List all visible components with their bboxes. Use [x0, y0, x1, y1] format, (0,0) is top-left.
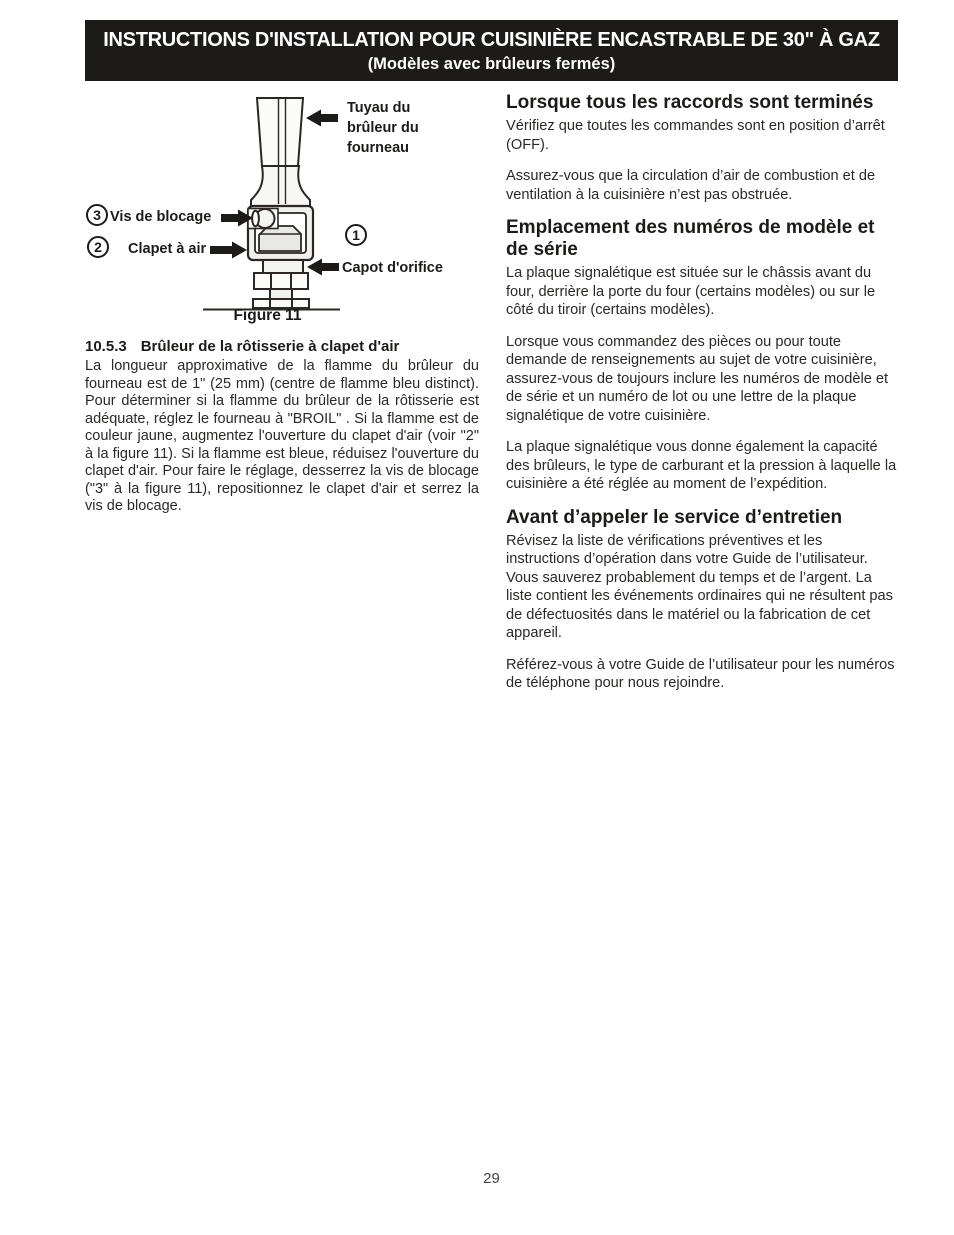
- paragraph: La longueur approximative de la flamme du brûleur du fourneau est de 1" (25 mm) (centre de flamme bleu distinct). Pour déterminer si la flamme du brûleur de la rôtisserie est adéquate, réglez le fourneau à "BROIL" . Si la flamme est de couleur jaune, augmentez l'ouverture du clapet d'air (voir "2" à la figure 11). Si la flamme est bleue, réduisez l'ouverture du clapet d'air. Pour faire le réglage, desserrez la vis de blocage ("3" à la figure 11), repositionnez le clapet d'air et serrez la vis de blocage.: [85, 358, 479, 514]
- section-raccords-termines: [506, 92, 898, 204]
- callout-number-3: 3: [86, 204, 108, 226]
- arrow-orifice-hood: [307, 259, 339, 276]
- callout-number-1: 1: [345, 224, 367, 246]
- callout-number-2: 2: [87, 236, 109, 258]
- header-banner: [85, 20, 898, 81]
- section-heading: Avant d’appeler le service d’entretien: [506, 506, 843, 528]
- left-column: [85, 338, 479, 516]
- label-orifice-hood: Capot d'orifice: [342, 260, 443, 276]
- paragraph: Assurez-vous que la circulation d’air de combustion et de ventilation à la cuisinière n’est pas obstruée.: [506, 168, 876, 203]
- section-heading: Lorsque tous les raccords sont terminés: [506, 92, 874, 113]
- document-subtitle: (Modèles avec brûleurs fermés): [367, 55, 616, 73]
- right-column: [506, 92, 898, 706]
- section-avant-appeler: [506, 507, 898, 693]
- hex-nut-shape: [254, 273, 308, 289]
- section-title: Brûleur de la rôtisserie à clapet d'air: [140, 338, 400, 355]
- page-number: 29: [483, 1170, 500, 1187]
- paragraph: Révisez la liste de vérifications préventives et les instructions d’opération dans votre Guide de l’utilisateur. Vous sauverez probablement du temps et de l’argent. La liste contient les événements ordinaires qui ne résultent pas de défectuosités dans le matériel ou la fabrication de cet appareil.: [506, 532, 893, 641]
- section-heading: Emplacement des numéros de modèle et de série: [506, 217, 875, 260]
- section-emplacement-numeros: [506, 217, 898, 494]
- paragraph: La plaque signalétique est située sur le châssis avant du four, derrière la porte du four (certains modèles) ou sur le côté du tiroir (certains modèles).: [506, 265, 876, 318]
- arrow-burner-tube: [306, 110, 338, 127]
- orifice-hood-shape: [263, 260, 303, 273]
- burner-tube-shape: [251, 98, 310, 206]
- paragraph: La plaque signalétique vous donne également la capacité des brûleurs, le type de carburant et la pression à laquelle la cuisinière a été réglée au moment de l’expédition.: [506, 439, 897, 492]
- label-locking-screw: Vis de blocage: [110, 209, 212, 225]
- section-heading-rotisserie: [85, 338, 479, 355]
- figure-caption: Figure 11: [233, 307, 302, 324]
- label-burner-tube: Tuyau du brûleur du fourneau: [347, 100, 419, 156]
- paragraph: Référez-vous à votre Guide de l’utilisateur pour les numéros de téléphone pour nous rejoindre.: [506, 656, 895, 691]
- base-shape: [253, 289, 309, 308]
- paragraph: Lorsque vous commandez des pièces ou pour toute demande de renseignements au sujet de votre cuisinière, assurez-vous de toujours inclure les numéros de modèle et de série et un numéro de lot ou une lettre de la plaque signalétique de votre cuisinière.: [506, 333, 889, 424]
- label-air-shutter: Clapet à air: [128, 241, 207, 257]
- locking-screw-shape: [248, 209, 278, 229]
- paragraph: Vérifiez que toutes les commandes sont en position d’arrêt (OFF).: [506, 118, 885, 153]
- figure-11: [85, 92, 485, 337]
- arrow-air-shutter: [210, 242, 247, 259]
- section-number: 10.5.3: [85, 338, 127, 355]
- document-title: INSTRUCTIONS D'INSTALLATION POUR CUISINIÈRE ENCASTRABLE DE 30" À GAZ: [103, 29, 880, 51]
